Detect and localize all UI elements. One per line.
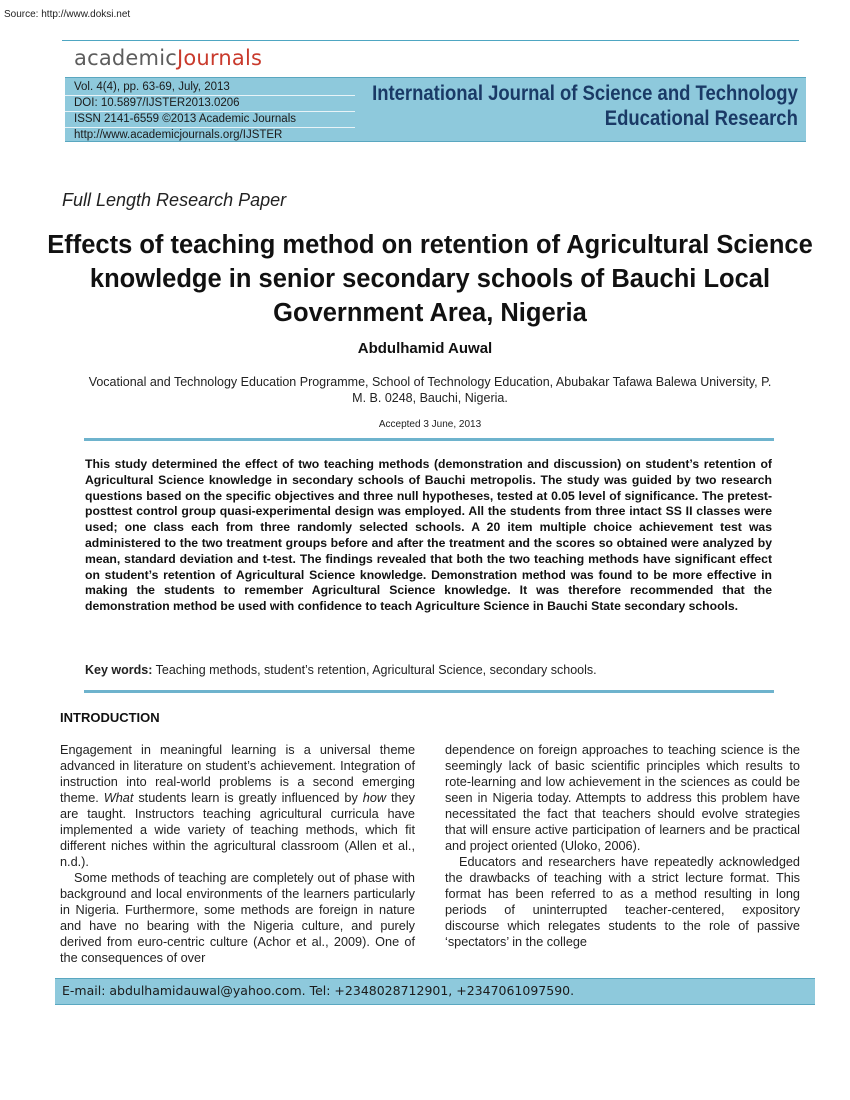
text-run: they are taught. Instructors teaching agricultural curricula have implemented a wide variety of teaching methods, which fit different niches within the agricultural classroom (Allen et al., n.d.). bbox=[60, 791, 415, 869]
keywords-label: Key words: bbox=[85, 663, 153, 677]
text-run: students learn is greatly influenced by bbox=[133, 791, 363, 805]
emphasis-what: What bbox=[103, 791, 134, 805]
journal-title bbox=[372, 81, 798, 131]
paragraph: Some methods of teaching are completely out of phase with background and local environments of the learners particularly in Nigeria. Furthermore, some methods are foreign in nature and have no bearing with the Nigeria culture, and purely derived from euro-centric culture (Achor et al., 2009). One of the consequences of over bbox=[60, 871, 415, 965]
keywords bbox=[85, 663, 772, 677]
paragraph bbox=[60, 742, 415, 870]
body-column-left bbox=[60, 742, 415, 966]
publisher-logo bbox=[74, 46, 262, 70]
keywords-text: Teaching methods, student’s retention, Agricultural Science, secondary schools. bbox=[152, 663, 597, 677]
journal-title-line2: Educational Research bbox=[604, 107, 798, 130]
meta-volume: Vol. 4(4), pp. 63-69, July, 2013 bbox=[65, 80, 355, 96]
footer-contact: E-mail: abdulhamidauwal@yahoo.com. Tel: +2348028712901, +2347061097590. bbox=[62, 983, 575, 998]
publication-meta bbox=[65, 80, 355, 143]
abstract: This study determined the effect of two teaching methods (demonstration and discussion) on student’s retention of Agricultural Science knowledge in secondary schools of Bauchi metropolis. The study was guided by two research questions based on the specific objectives and three null hypotheses, tested at 0.05 level of significance. The pretest-posttest control group quasi-experimental design was employed. All the students from three intact SS II classes were used; one class each from three randomly selected schools. A 20 item multiple choice achievement test was administered to the two treatment groups before and after the treatment and the scores so obtained were analyzed by mean, standard deviation and t-test. The findings revealed that both the two teaching methods have significant effect on student’s retention of Agricultural Science knowledge. Demonstration method was found to be more effective in making the students to remember Agricultural Science knowledge. It was therefore recommended that the demonstration method be used with confidence to teach Agriculture Science in Bauchi State secondary schools. bbox=[85, 457, 772, 614]
meta-issn: ISSN 2141-6559 ©2013 Academic Journals bbox=[65, 112, 355, 128]
section-heading-introduction: INTRODUCTION bbox=[60, 710, 160, 725]
meta-url[interactable]: http://www.academicjournals.org/IJSTER bbox=[74, 129, 283, 141]
header-top-rule bbox=[62, 40, 799, 41]
paper-title: Effects of teaching method on retention of Agricultural Science knowledge in senior secondary schools of Bauchi Local Government Area, Nigeria bbox=[47, 231, 813, 327]
abstract-top-rule bbox=[84, 438, 774, 441]
meta-doi: DOI: 10.5897/IJSTER2013.0206 bbox=[65, 96, 355, 112]
author-affiliation: Vocational and Technology Education Programme, School of Technology Education, Abubakar Tafawa Balewa University, P. M. B. 0248, Bauchi, Nigeria. bbox=[88, 375, 772, 405]
abstract-bottom-rule bbox=[84, 690, 774, 693]
text-run: Engagement in meaningful learning is a universal theme advanced in literature on student’s achievement. Integration of instruction into real-world problems is a second emerging theme. bbox=[60, 743, 415, 805]
emphasis-how: how bbox=[362, 791, 387, 805]
journal-header-band bbox=[65, 77, 806, 142]
paragraph: Educators and researchers have repeatedly acknowledged the drawbacks of teaching with a strict lecture format. This format has been referred to as a method resulting in long periods of uninterrupted teacher-centered, expository discourse which relegates students to the role of passive ‘spectators’ in the college bbox=[445, 855, 800, 949]
journal-title-line1: International Journal of Science and Technology bbox=[372, 82, 798, 105]
body-column-right bbox=[445, 742, 800, 950]
logo-part-academic: academic bbox=[74, 46, 177, 70]
logo-part-journals: Journals bbox=[176, 46, 263, 70]
accepted-date: Accepted 3 June, 2013 bbox=[378, 419, 482, 430]
author-name: Abdulhamid Auwal bbox=[357, 340, 493, 357]
footer-contact-band bbox=[55, 978, 815, 1005]
paragraph: dependence on foreign approaches to teaching science is the seemingly lack of basic scientific principles which results to rote-learning and low achievement in the sciences as could be seen in Nigeria today. Attempts to address this problem have necessitated the fact that teachers should evolve strategies that will ensure active participation of learners and be practical and project oriented (Uloko, 2006). bbox=[445, 743, 800, 853]
paper-type: Full Length Research Paper bbox=[62, 190, 287, 210]
source-url: Source: http://www.doksi.net bbox=[4, 9, 131, 20]
